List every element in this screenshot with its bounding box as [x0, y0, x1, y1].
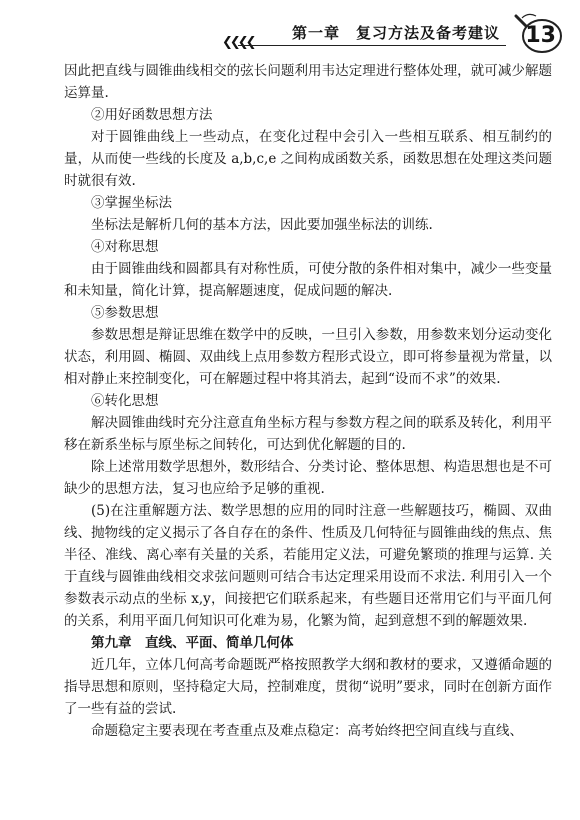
paragraph-parameter: 参数思想是辩证思维在数学中的反映，一旦引入参数，用参数来划分运动变化状态，利用圆、椭圆、双曲线上点用参数方程形式设立，即可将参量视为常量，以相对静止来控制变化，可在解题过程中将其消去，起到“设而不求”的效果. — [64, 327, 552, 387]
subheading-symmetry: ④对称思想 — [91, 239, 159, 255]
chapter-9-heading: 第九章 直线、平面、简单几何体 — [91, 635, 294, 651]
paragraph-transform: 解决圆锥曲线时充分注意直角坐标方程与参数方程之间的联系及转化，利用平移在新系坐标与原坐标之间转化，可达到优化解题的目的. — [64, 415, 552, 453]
running-header — [0, 0, 580, 62]
paragraph-other-methods: 除上述常用数学思想外，数形结合、分类讨论、整体思想、构造思想也是不可缺少的思想方法，复习也应给予足够的重视. — [64, 459, 552, 497]
subheading-function: ②用好函数思想方法 — [91, 107, 213, 123]
chapter-title: 第一章 复习方法及备考建议 — [291, 24, 500, 42]
paragraph-intro: 因此把直线与圆锥曲线相交的弦长问题利用韦达定理进行整体处理，就可减少解题运算量. — [64, 63, 552, 101]
paragraph-coordinate: 坐标法是解析几何的基本方法，因此要加强坐标法的训练. — [91, 217, 433, 233]
page-body — [64, 60, 552, 742]
paragraph-symmetry: 由于圆锥曲线和圆都具有对称性质，可使分散的条件相对集中，减少一些变量和未知量，简化计算，提高解题速度，促成问题的解决. — [64, 261, 552, 299]
subheading-parameter: ⑤参数思想 — [91, 305, 159, 321]
paragraph-function: 对于圆锥曲线上一些动点，在变化过程中会引入一些相互联系、相互制约的量，从而使一些线的长度及 a,b,c,e 之间构成函数关系，函数思想在处理这类问题时就很有效. — [64, 129, 552, 189]
subheading-transform: ⑥转化思想 — [91, 393, 159, 409]
page-number: 13 — [525, 23, 556, 48]
subheading-coordinate: ③掌握坐标法 — [91, 195, 172, 211]
paragraph-point-5: (5)在注重解题方法、数学思想的应用的同时注意一些解题技巧，椭圆、双曲线、抛物线的定义揭示了各自存在的条件、性质及几何特征与圆锥曲线的焦点、焦半径、准线、离心率有关量的关系，若能用定义法，可避免繁琐的推理与运算. 关于直线与圆锥曲线相交求弦问题则可结合韦达定理采用设而不求法. 利用引入一个参数表示动点的坐标 x,y，间接把它们联系起来，有些题目还常用它们与平面几何的关系，利用平面几何知识可化难为易，化繁为简，起到意想不到的解题效果. — [64, 503, 552, 629]
paragraph-chapter-9-stable: 命题稳定主要表现在考查重点及难点稳定：高考始终把空间直线与直线、 — [91, 723, 523, 739]
chevron-ornament-icon: ❮❮❮❮ — [222, 35, 254, 50]
header-rule — [238, 45, 506, 46]
paragraph-chapter-9-intro: 近几年，立体几何高考命题既严格按照教学大纲和教材的要求，又遵循命题的指导思想和原则，坚持稳定大局，控制难度，贯彻“说明”要求，同时在创新方面作了一些有益的尝试. — [64, 657, 552, 717]
